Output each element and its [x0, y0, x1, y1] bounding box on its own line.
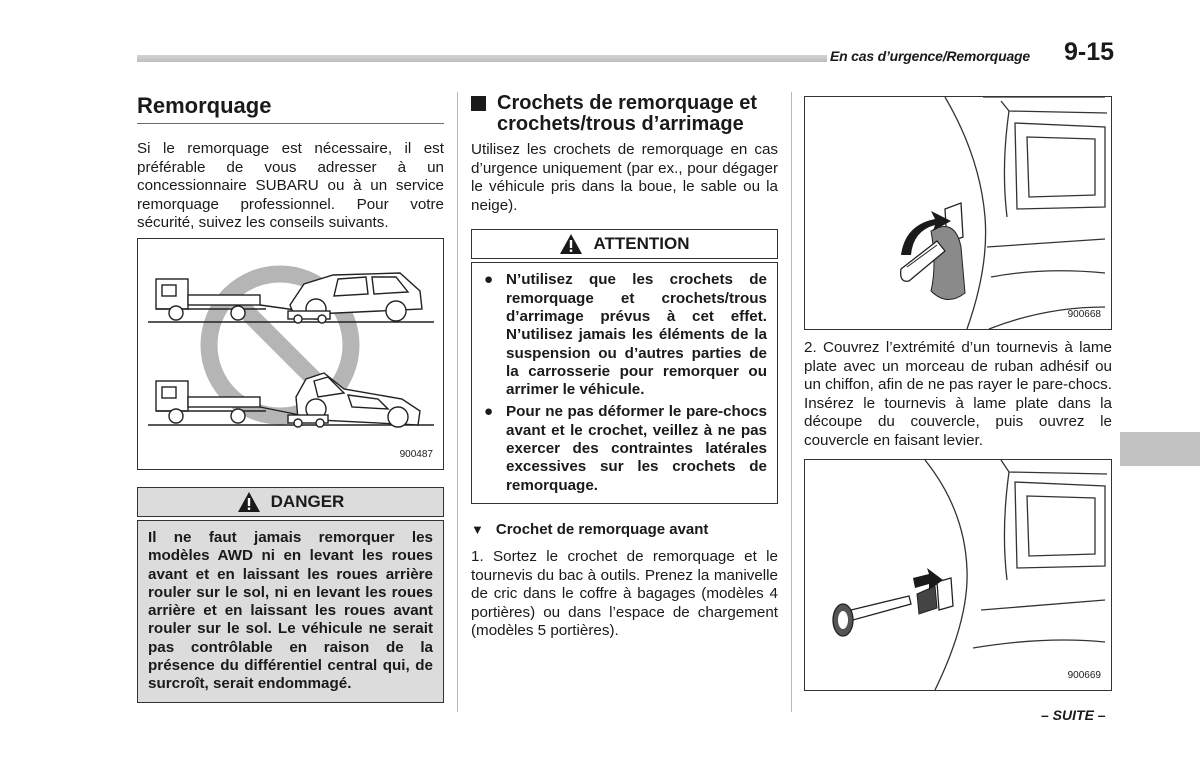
attention-item-text: N’utilisez que les crochets de remorquage et crochets/trous d’arrimage prévus à cet effet. N’utilisez jamais les éléments de la suspension ou d’autres parties de la carrosserie pour remorquer ou arrimer le véhicule.: [506, 271, 767, 399]
column-steps: [804, 96, 1112, 691]
attention-item: [480, 403, 767, 494]
towing-illustration: [138, 239, 443, 469]
column-divider: [457, 92, 458, 712]
step-1: 1. Sortez le crochet de remorquage et le tournevis du bac à outils. Prenez la manivelle de cric dans le coffre à bagages (modèles 4 portières) ou dans l’espace de chargement (modèles 5 portières).: [471, 547, 778, 640]
triangle-down-icon: ▼: [471, 521, 484, 537]
screwdriver-figure: [804, 96, 1112, 330]
attention-item: [480, 271, 767, 399]
figure-code: 900668: [1067, 309, 1101, 320]
danger-text: Il ne faut jamais remorquer les modèles AWD ni en levant les roues avant et en laissant les roues arrière rouler sur le sol, ni en levant les roues arrière et en laissant les roues avant rouler sur le sol. Le véhicule ne serait pas contrôlable en raison de la présence du différentiel central qui, de surcroît, serait endommagé.: [138, 521, 443, 702]
step-2: 2. Couvrez l’extrémité d’un tournevis à lame plate avec un morceau de ruban adhésif ou un chiffon, afin de ne pas rayer le pare-chocs. Insérez le tournevis à lame plate dans la découpe du couvercle, puis ouvrez le couvercle en faisant levier.: [804, 339, 1112, 449]
intro-paragraph: Si le remorquage est nécessaire, il est préférable de vous adresser à un concessionnaire SUBARU ou à un service remorquage professionnel. Pour votre sécurité, suivez les conseils suivants.: [137, 140, 444, 232]
chapter-tab: [1120, 432, 1200, 466]
crochets-intro: Utilisez les crochets de remorquage en cas d’urgence uniquement (par ex., pour dégager le véhicule pris dans la boue, le sable ou la neige).: [471, 141, 778, 214]
subheading-crochet-avant: [471, 521, 778, 538]
attention-label: ATTENTION: [593, 234, 690, 254]
heading-line2: crochets/trous d’arrimage: [497, 113, 744, 135]
towing-figure: [137, 238, 444, 470]
warning-icon: [559, 233, 583, 255]
section-title: En cas d’urgence/Remorquage: [830, 48, 1030, 64]
bullet: ●: [484, 403, 494, 421]
heading-crochets: [471, 93, 778, 135]
attention-box: [471, 262, 778, 504]
danger-label: DANGER: [270, 491, 345, 511]
section-square-icon: [471, 96, 486, 111]
continued-label: – SUITE –: [1041, 707, 1106, 723]
danger-box: [137, 520, 444, 703]
page-number: 9-15: [1064, 38, 1115, 66]
heading-line1: Crochets de remorquage et: [497, 92, 758, 114]
figure-code: 900669: [1067, 669, 1101, 681]
header-rule: [137, 55, 827, 62]
column-divider: [791, 92, 792, 712]
subheading-text: Crochet de remorquage avant: [495, 520, 709, 538]
bumper-cover-illustration: [805, 97, 1111, 329]
tow-hook-figure: [804, 459, 1112, 691]
column-crochets: [471, 93, 778, 641]
heading-remorquage: Remorquage: [137, 93, 444, 124]
danger-header: [137, 487, 444, 517]
bullet: ●: [484, 271, 494, 289]
warning-icon: [237, 491, 261, 513]
figure-code: 900487: [399, 448, 433, 460]
tow-hook-illustration: [805, 460, 1111, 690]
attention-item-text: Pour ne pas déformer le pare-chocs avant et le crochet, veillez à ne pas exercer des contraintes latérales excessives sur les crochets de remorquage.: [506, 403, 767, 494]
column-remorquage: [137, 93, 444, 703]
attention-header: [471, 229, 778, 259]
